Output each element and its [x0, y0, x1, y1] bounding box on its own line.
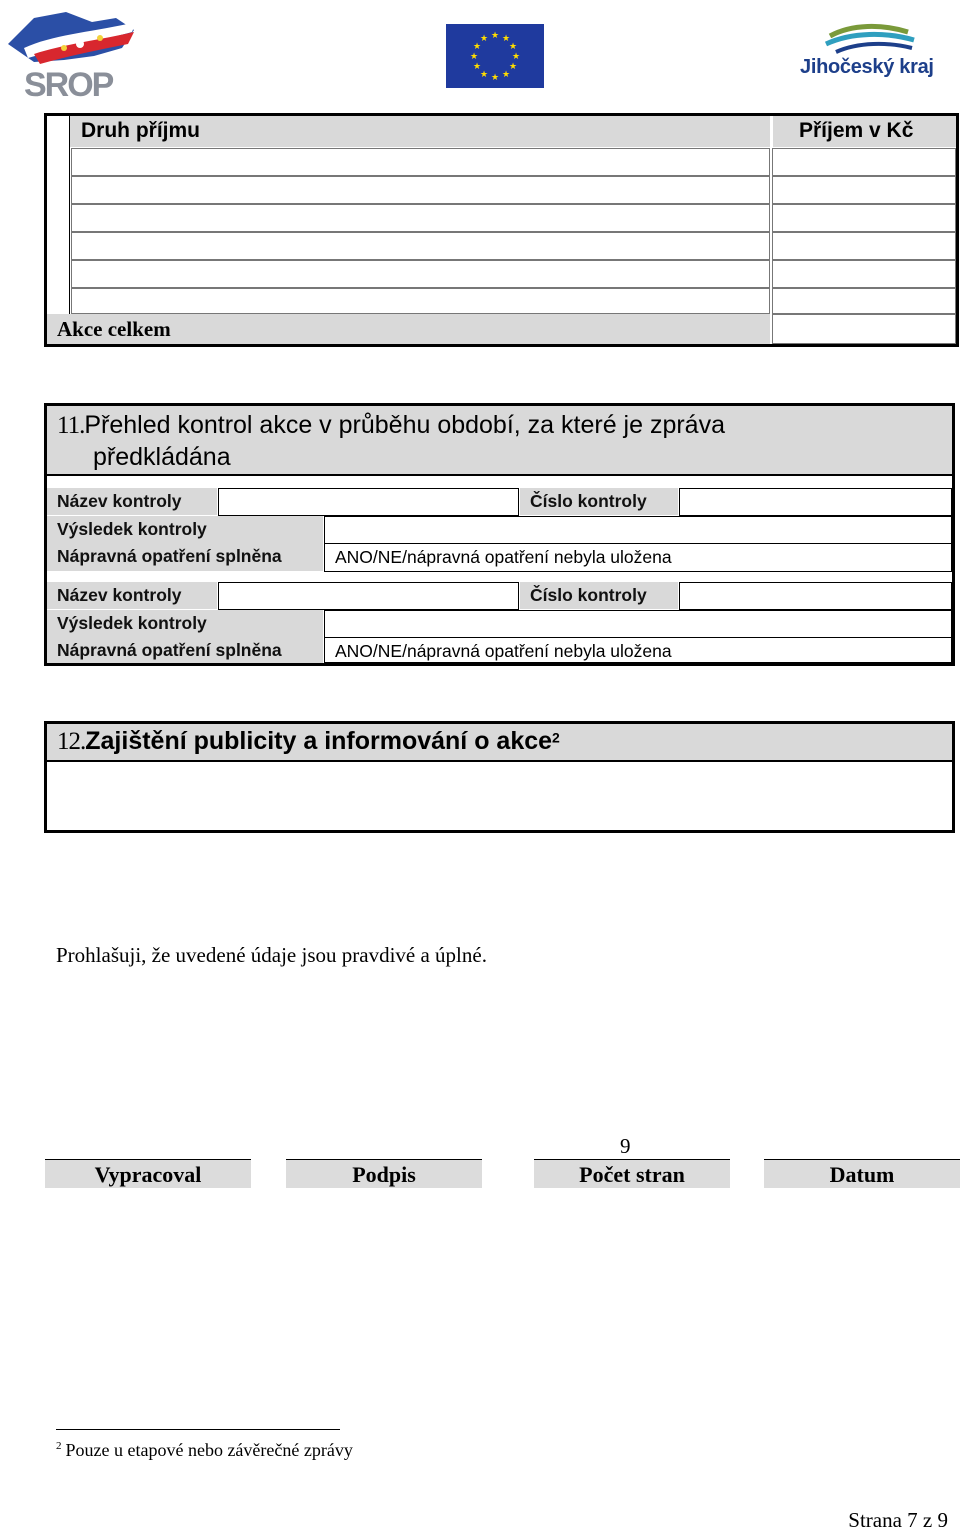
svg-text:★: ★: [479, 34, 489, 44]
section-11-title: Přehled kontrol akce v průběhu období, za které je zpráva: [84, 411, 725, 439]
section-12-number: 12.: [57, 728, 86, 755]
srop-logo: [4, 4, 140, 100]
income-amount-cell[interactable]: [772, 288, 956, 314]
section-12-publicity: [44, 721, 955, 833]
prepared-by-label: Vypracoval: [45, 1159, 251, 1188]
section-12-header: [47, 724, 952, 762]
income-amount-cell[interactable]: [772, 204, 956, 232]
income-type-cell[interactable]: [71, 204, 770, 232]
income-type-cell[interactable]: [71, 260, 770, 288]
footnote-text: Pouze u etapové nebo závěrečné zprávy: [65, 1440, 353, 1460]
footnote-ref: 2: [552, 729, 560, 746]
remedy-label: Nápravná opatření splněna: [47, 637, 323, 663]
remedy-label: Nápravná opatření splněna: [47, 543, 323, 571]
declaration-text: Prohlašuji, že uvedené údaje jsou pravdivé a úplné.: [56, 943, 487, 967]
page-number: Strana 7 z 9: [848, 1508, 948, 1532]
income-type-cell[interactable]: [71, 288, 770, 314]
footnote-separator: [56, 1429, 340, 1430]
control-number-field[interactable]: [679, 488, 952, 516]
income-type-cell[interactable]: [71, 232, 770, 260]
srop-logo-text: SROP: [24, 66, 113, 100]
income-amount-cell[interactable]: [772, 176, 956, 204]
section-11-header: [47, 406, 952, 476]
total-amount-cell[interactable]: [772, 314, 956, 344]
svg-text:★: ★: [501, 70, 511, 80]
control-result-field[interactable]: [324, 610, 952, 638]
control-result-label: Výsledek kontroly: [47, 610, 323, 637]
control-name-label: Název kontroly: [47, 582, 217, 609]
section-11-title-cont: předkládána: [93, 443, 231, 471]
svg-text:★: ★: [472, 42, 482, 52]
svg-text:★: ★: [501, 34, 511, 44]
control-number-label: Číslo kontroly: [520, 488, 678, 515]
income-table: [44, 113, 959, 347]
date-label: Datum: [764, 1159, 960, 1188]
page-count-value: 9: [620, 1134, 631, 1158]
income-amount-cell[interactable]: [772, 232, 956, 260]
svg-text:★: ★: [472, 62, 482, 72]
footnote: [56, 1440, 353, 1461]
total-label: Akce celkem: [57, 317, 171, 341]
svg-text:★: ★: [508, 62, 518, 72]
income-amount-cell[interactable]: [772, 148, 956, 176]
svg-text:★: ★: [508, 42, 518, 52]
kraj-logo-text: Jihočeský kraj: [800, 56, 934, 78]
income-type-cell[interactable]: [71, 148, 770, 176]
income-amount-cell[interactable]: [772, 260, 956, 288]
svg-text:★: ★: [490, 73, 500, 83]
section-11-number: 11.: [57, 412, 85, 439]
page-count-label: Počet stran: [534, 1159, 730, 1188]
svg-text:★: ★: [469, 52, 479, 62]
svg-text:★: ★: [490, 31, 500, 41]
publicity-text-area[interactable]: [47, 762, 952, 830]
svg-text:★: ★: [511, 52, 521, 62]
jihocesky-kraj-logo: [796, 20, 946, 84]
signature-label: Podpis: [286, 1159, 482, 1188]
column-header-type: Druh příjmu: [81, 119, 200, 142]
control-number-field[interactable]: [679, 582, 952, 610]
svg-text:★: ★: [479, 70, 489, 80]
eu-flag-logo: [446, 24, 544, 88]
remedy-value: ANO/NE/nápravná opatření nebyla uložena: [335, 641, 672, 661]
section-11-controls: [44, 403, 955, 666]
section-12-title: Zajištění publicity a informování o akce: [85, 727, 553, 755]
control-result-label: Výsledek kontroly: [47, 516, 323, 543]
column-header-amount: Příjem v Kč: [799, 119, 914, 142]
control-name-label: Název kontroly: [47, 488, 217, 515]
control-name-field[interactable]: [218, 488, 519, 516]
control-result-field[interactable]: [324, 516, 952, 544]
control-name-field[interactable]: [218, 582, 519, 610]
income-type-cell[interactable]: [71, 176, 770, 204]
control-number-label: Číslo kontroly: [520, 582, 678, 609]
remedy-value: ANO/NE/nápravná opatření nebyla uložena: [335, 547, 672, 567]
footnote-mark: 2: [56, 1440, 62, 1452]
